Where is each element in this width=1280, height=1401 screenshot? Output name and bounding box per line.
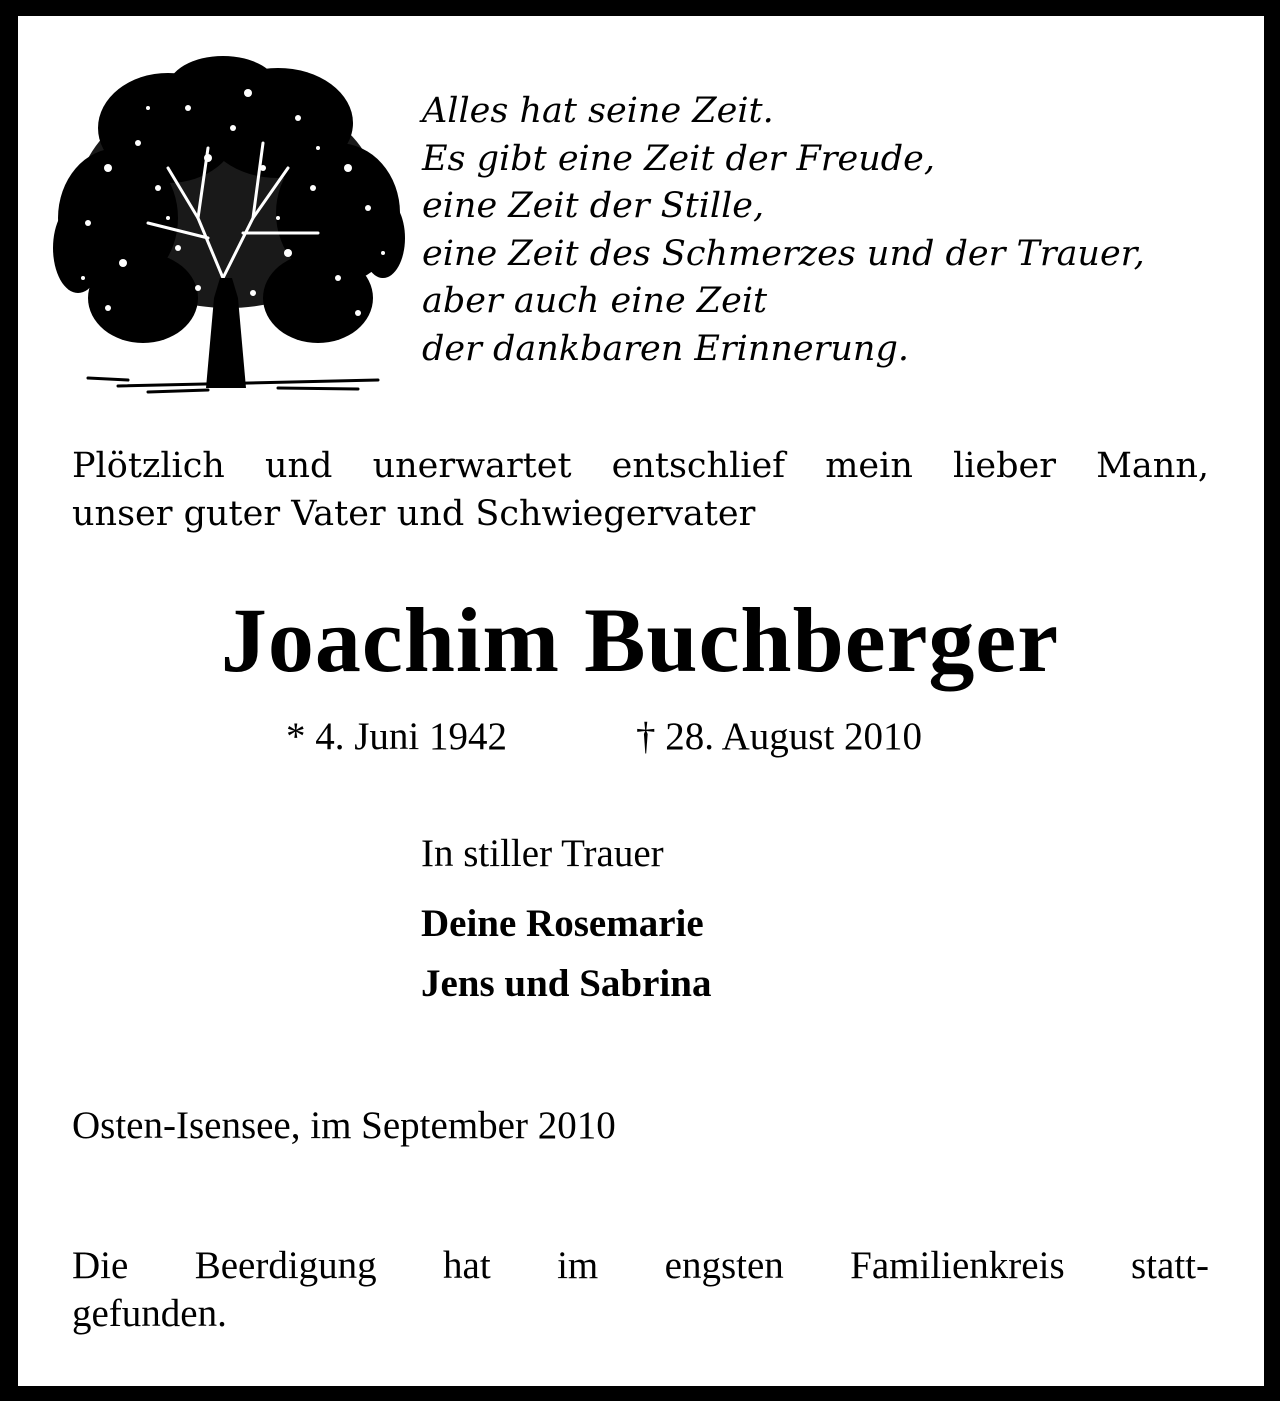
mourner-name: Deine Rosemarie (421, 902, 704, 945)
poem (422, 88, 1145, 374)
place-date: Osten-Isensee, im September 2010 (72, 1104, 616, 1147)
birth-date: * 4. Juni 1942 (286, 715, 508, 758)
mourning-intro: In stiller Trauer (421, 832, 664, 875)
funeral-note (72, 1242, 1209, 1338)
poem-line: Es gibt eine Zeit der Freude, (422, 138, 936, 179)
death-date: † 28. August 2010 (636, 715, 923, 758)
intro-line: unser guter Vater und Schwiegervater (72, 494, 756, 534)
poem-line: aber auch eine Zeit (422, 281, 768, 322)
funeral-line: gefunden. (72, 1292, 227, 1335)
life-dates (286, 712, 922, 762)
poem-line: der dankbaren Erinnerung. (422, 328, 909, 369)
deceased-name: Joachim Buchberger (220, 589, 1060, 691)
announcement-intro (72, 442, 1209, 538)
intro-line: Plötzlich und unerwartet entschlief mein lieber Mann, (72, 446, 1209, 486)
mourner-names (421, 894, 711, 1014)
poem-line: eine Zeit des Schmerzes und der Trauer, (422, 233, 1145, 274)
mourner-name: Jens und Sabrina (421, 962, 712, 1005)
funeral-line: Die Beerdigung hat im engsten Familienkreis statt- (72, 1244, 1209, 1287)
poem-line: Alles hat seine Zeit. (422, 91, 774, 131)
tree-icon (48, 48, 410, 398)
poem-line: eine Zeit der Stille, (422, 186, 765, 227)
